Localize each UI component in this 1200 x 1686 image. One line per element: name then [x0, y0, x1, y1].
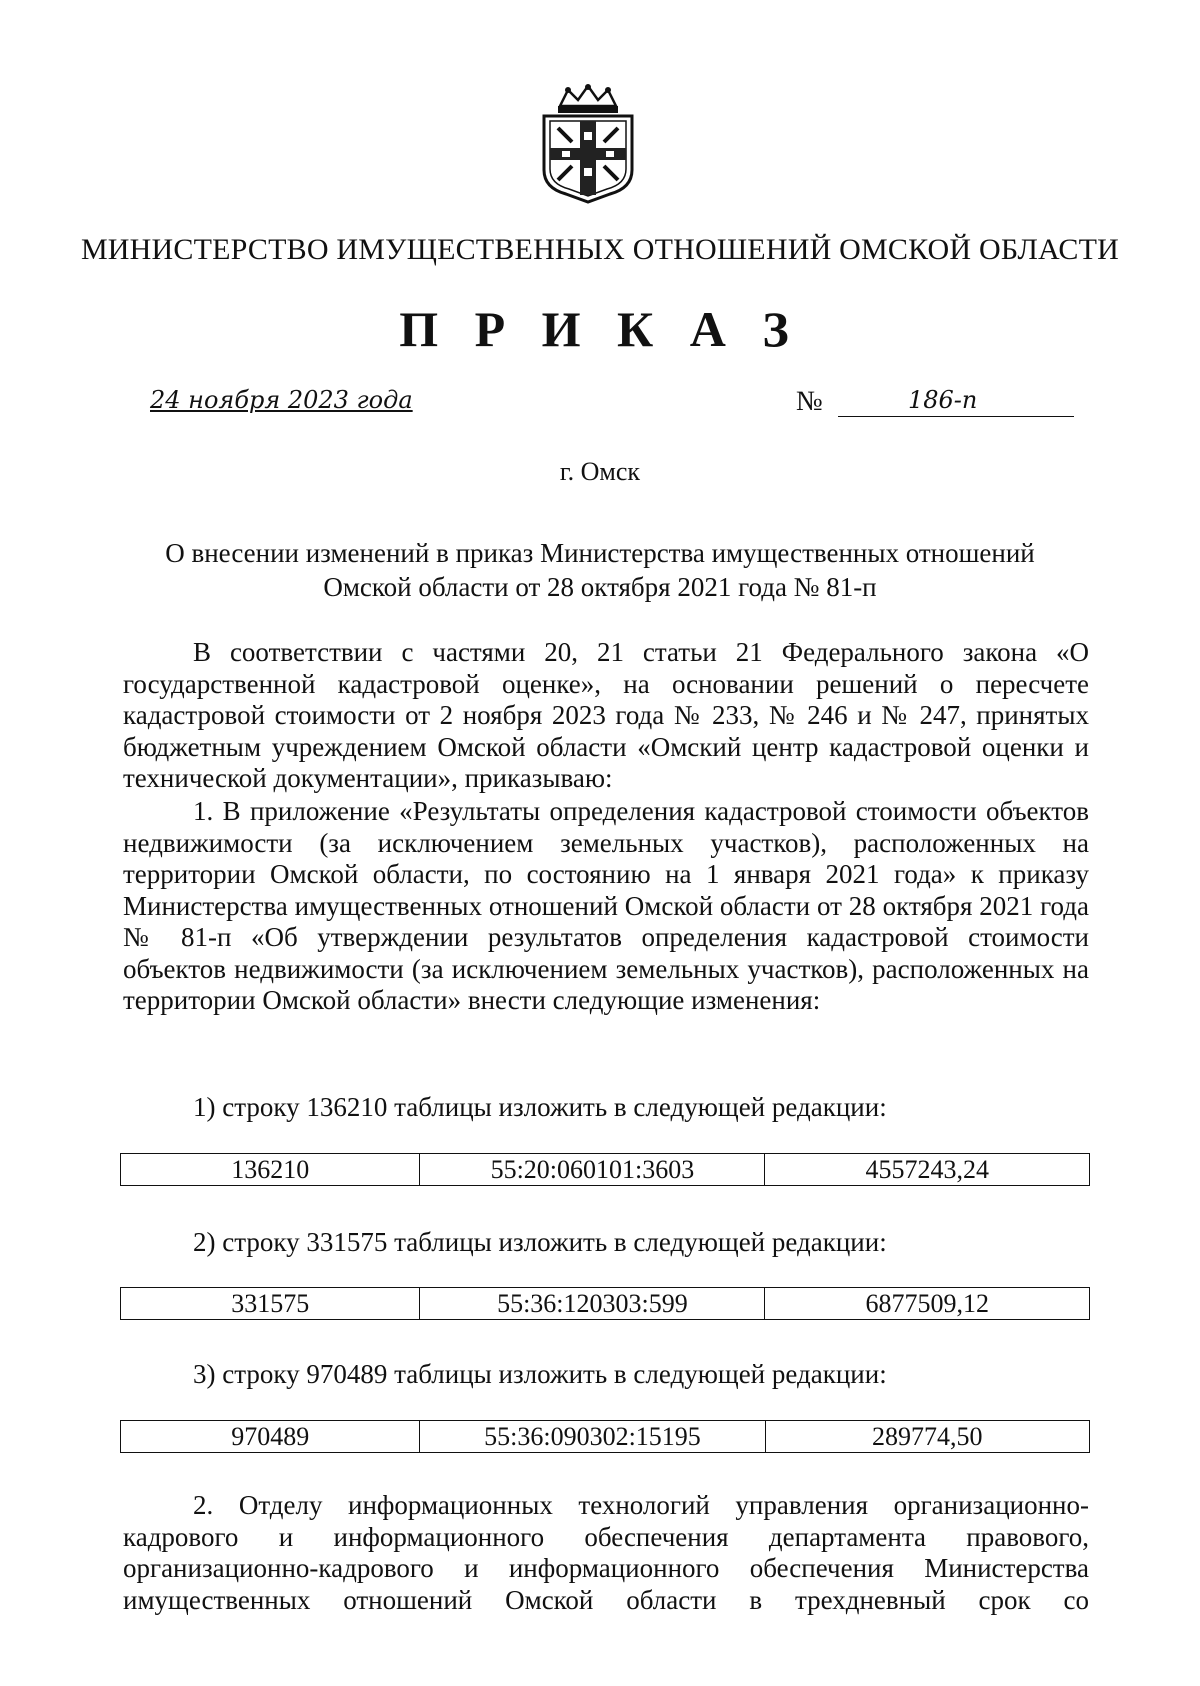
table-row [121, 1288, 1090, 1320]
row-number-cell: 136210 [121, 1154, 420, 1186]
subitem-1-text: 1) строку 136210 таблицы изложить в следующей редакции: [193, 1092, 887, 1122]
replacement-row-table-3 [120, 1420, 1090, 1453]
table-row [121, 1154, 1090, 1186]
row-number-cell: 331575 [121, 1288, 420, 1320]
cadastral-value-cell: 289774,50 [765, 1421, 1090, 1453]
order-number-handwritten: 186-п [908, 386, 978, 414]
cadastral-value-cell: 6877509,12 [765, 1288, 1090, 1320]
preamble-paragraph: В соответствии с частями 20, 21 статьи 21 Федерального закона «О государственной кадастровой оценке», на основании решений о пересчете кадастровой стоимости от 2 ноября 2023 года № 233, № 246 и № 247, принятых бюджетным учреждением Омской области «Омский центр кадастровой оценки и технической документации», приказываю: [123, 637, 1089, 793]
omsk-region-coat-of-arms-icon [538, 84, 638, 206]
table-row [121, 1421, 1090, 1453]
cadastral-number-cell: 55:20:060101:3603 [420, 1154, 765, 1186]
order-date-handwritten: 24 ноября 2023 года [150, 386, 413, 414]
item-2-paragraph: 2. Отделу информационных технологий управления организационно-кадрового и информационного обеспечения департамента правового, организационно-кадрового и информационного обеспечения Министерства имущественных отношений Омской области в трехдневный срок со [123, 1490, 1089, 1615]
subitem-3-text: 3) строку 970489 таблицы изложить в следующей редакции: [193, 1359, 887, 1389]
replacement-row-table-1 [120, 1153, 1090, 1186]
cadastral-value-cell: 4557243,24 [765, 1154, 1090, 1186]
order-number-underline [838, 416, 1074, 417]
cadastral-number-cell: 55:36:090302:15195 [420, 1421, 765, 1453]
replacement-row-table-2 [120, 1287, 1090, 1320]
row-number-cell: 970489 [121, 1421, 420, 1453]
order-subject: О внесении изменений в приказ Министерства имущественных отношений Омской области от 28 октября 2021 года № 81-п [165, 538, 1035, 602]
ministry-name: МИНИСТЕРСТВО ИМУЩЕСТВЕННЫХ ОТНОШЕНИЙ ОМСКОЙ ОБЛАСТИ [80, 233, 1120, 266]
cadastral-number-cell: 55:36:120303:599 [420, 1288, 765, 1320]
subitem-2-text: 2) строку 331575 таблицы изложить в следующей редакции: [193, 1227, 887, 1257]
order-number-label: № [796, 386, 823, 417]
item-1-paragraph: 1. В приложение «Результаты определения кадастровой стоимости объектов недвижимости (за исключением земельных участков), расположенных на территории Омской области, по состоянию на 1 января 2021 года» к приказу Министерства имущественных отношений Омской области от 28 октября 2021 года № 81-п «Об утверждении результатов определения кадастровой стоимости объектов недвижимости (за исключением земельных участков), расположенных на территории Омской области» внести следующие изменения: [123, 796, 1089, 1015]
document-type-title: П Р И К А З [399, 301, 801, 357]
city-line: г. Омск [559, 457, 641, 486]
